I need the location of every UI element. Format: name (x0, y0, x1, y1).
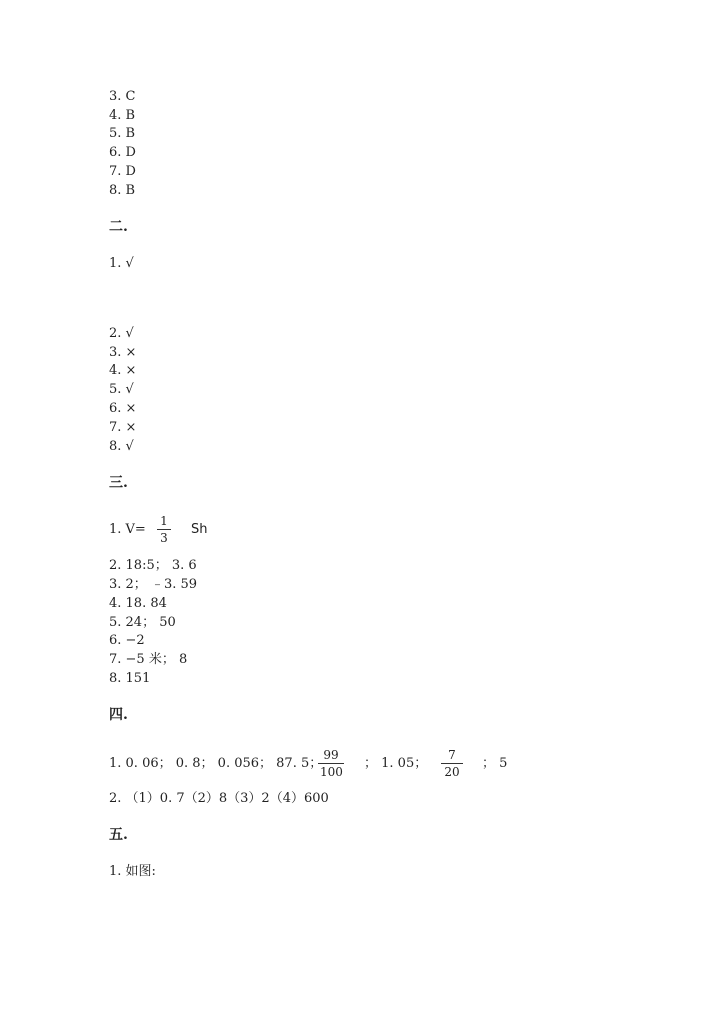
answer-item: 8. 151 (109, 671, 151, 686)
answer-item: 6. × (109, 401, 137, 416)
fraction-numerator: 1 (160, 514, 168, 528)
fraction-99-100 (318, 748, 344, 779)
section-heading: 五. (109, 827, 128, 843)
answer-text: ； 5 (482, 756, 508, 771)
section-heading: 四. (109, 707, 128, 723)
answer-item: 5. B (109, 126, 136, 141)
answer-item: 5. 24； 50 (109, 615, 176, 630)
formula-prefix: 1. V= (109, 522, 146, 537)
answer-item: 2. （1）0. 7（2）8（3）2（4）600 (109, 791, 329, 806)
fraction-denominator: 3 (160, 531, 168, 545)
fraction-denominator: 20 (444, 765, 460, 779)
fraction-numerator: 7 (448, 748, 456, 762)
answer-text: ； 1. 05； (364, 756, 428, 771)
answer-item: 4. B (109, 108, 136, 123)
answer-item: 5. √ (109, 382, 134, 397)
answer-item: 7. × (109, 420, 137, 435)
answer-item: 8. B (109, 183, 136, 198)
answer-item: 6. −2 (109, 633, 145, 648)
answer-item: 2. 18:5； 3. 6 (109, 558, 197, 573)
answer-item: 1. √ (109, 256, 134, 271)
answer-item: 3. 2； ﹣3. 59 (109, 577, 198, 592)
section-heading: 二. (109, 219, 128, 235)
fraction-bar (318, 763, 344, 764)
answer-item: 8. √ (109, 439, 134, 454)
fraction-bar (441, 763, 463, 764)
fraction-bar (157, 529, 171, 530)
answer-text: 1. 0. 06； 0. 8； 0. 056； 87. 5； (109, 756, 323, 771)
answer-item: 4. 18. 84 (109, 596, 167, 611)
answer-item: 4. × (109, 363, 137, 378)
answer-item: 3. × (109, 345, 137, 360)
fraction-one-third (157, 514, 171, 545)
answer-item: 7. D (109, 164, 136, 179)
answer-item: 6. D (109, 145, 136, 160)
fraction-numerator: 99 (323, 748, 339, 762)
section-heading: 三. (109, 475, 128, 491)
formula-suffix: Sh (191, 522, 208, 537)
answer-item: 2. √ (109, 326, 134, 341)
fraction-denominator: 100 (320, 765, 343, 779)
fraction-7-20 (441, 748, 463, 779)
answer-item: 3. C (109, 89, 136, 104)
answer-item: 7. −5 米； 8 (109, 652, 188, 667)
answer-item: 1. 如图: (109, 864, 156, 879)
